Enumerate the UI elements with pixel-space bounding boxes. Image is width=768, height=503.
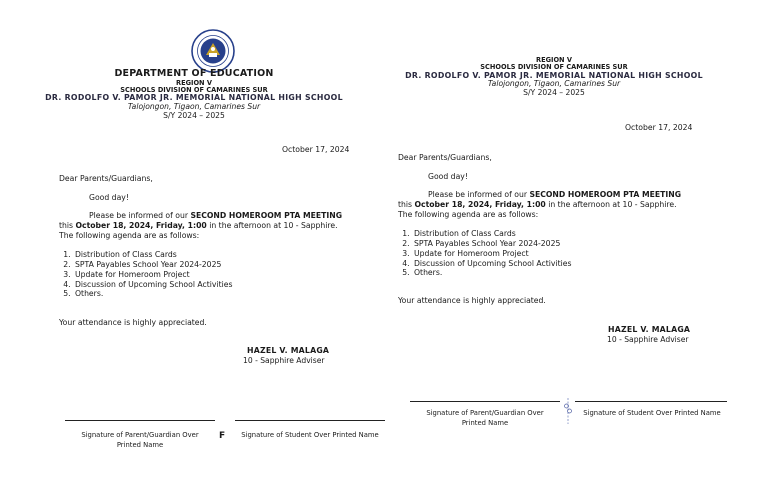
parent-signature-caption (410, 408, 560, 428)
body-line-2 (398, 200, 677, 209)
school-year: S/Y 2024 – 2025 (163, 110, 225, 120)
meeting-when: October 18, 2024, Friday, 1:00 (414, 200, 546, 209)
parent-signature-line (65, 420, 215, 421)
body-intro: Please be informed of our (428, 190, 530, 199)
body-line-1 (428, 190, 681, 199)
student-signature-line (575, 401, 727, 402)
agenda-intro: The following agenda are as follows: (59, 231, 200, 240)
body-this: this (398, 200, 415, 209)
department-name: DEPARTMENT OF EDUCATION (114, 68, 274, 79)
salutation: Dear Parents/Guardians, (59, 174, 153, 183)
division-name: SCHOOLS DIVISION OF CAMARINES SUR (120, 86, 268, 94)
agenda-item: 4. Discussion of Upcoming School Activities (412, 259, 571, 269)
agenda-item: 5. Others. (412, 268, 571, 278)
body-this: this (59, 221, 76, 230)
letter-copy-right (384, 0, 768, 503)
region-name: REGION V (536, 56, 572, 64)
agenda-item: 2. SPTA Payables School Year 2024-2025 (73, 260, 232, 270)
agenda-intro: The following agenda are as follows: (398, 210, 539, 219)
agenda-item: 3. Update for Homeroom Project (73, 270, 232, 280)
salutation: Dear Parents/Guardians, (398, 153, 492, 162)
division-name: SCHOOLS DIVISION OF CAMARINES SUR (480, 63, 628, 72)
student-signature-line (235, 420, 385, 421)
signatory-name: HAZEL V. MALAGA (608, 325, 691, 334)
parent-signature-line (410, 401, 560, 402)
letter-date: October 17, 2024 (625, 123, 693, 132)
body-line-2 (59, 221, 338, 230)
agenda-item: 4. Discussion of Upcoming School Activities (73, 280, 232, 290)
scissors-divider-icon (563, 396, 573, 426)
meeting-name: SECOND HOMEROOM PTA MEETING (190, 211, 343, 220)
parent-caption-line1: Signature of Parent/Guardian Over (426, 409, 544, 417)
agenda-list (45, 250, 232, 299)
deped-seal-icon (191, 29, 235, 73)
signatory-name: HAZEL V. MALAGA (247, 346, 330, 355)
body-line-1 (89, 211, 342, 220)
parent-caption-line1: Signature of Parent/Guardian Over (81, 431, 199, 439)
school-address: Talojongon, Tigaon, Camarines Sur (487, 79, 621, 89)
body-place: in the afternoon at 10 - Sapphire. (545, 200, 677, 209)
school-year: S/Y 2024 – 2025 (523, 87, 585, 97)
letterhead (384, 57, 724, 97)
closing-line: Your attendance is highly appreciated. (59, 318, 207, 327)
agenda-item: 2. SPTA Payables School Year 2024-2025 (412, 239, 571, 249)
agenda-item: 5. Others. (73, 289, 232, 299)
letterhead (24, 69, 364, 120)
body-place: in the afternoon at 10 - Sapphire. (206, 221, 338, 230)
meeting-when: October 18, 2024, Friday, 1:00 (75, 221, 207, 230)
signatory-role: 10 - Sapphire Adviser (607, 335, 689, 344)
signatory-role: 10 - Sapphire Adviser (243, 356, 325, 365)
divider-glyph: F (219, 431, 226, 441)
agenda-list (384, 229, 571, 278)
school-address: Talojongon, Tigaon, Camarines Sur (127, 102, 261, 112)
greeting: Good day! (428, 172, 468, 181)
student-signature-caption: Signature of Student Over Printed Name (583, 409, 721, 417)
parent-caption-line2: Printed Name (461, 419, 509, 428)
student-signature-caption: Signature of Student Over Printed Name (241, 431, 379, 439)
agenda-item: 1. Distribution of Class Cards (412, 229, 571, 239)
school-name: DR. RODOLFO V. PAMOR JR. MEMORIAL NATIONAL HIGH SCHOOL (45, 93, 343, 103)
body-intro: Please be informed of our (89, 211, 191, 220)
region-name: REGION V (176, 78, 212, 87)
parent-signature-caption (65, 430, 215, 450)
greeting: Good day! (89, 193, 129, 202)
meeting-name: SECOND HOMEROOM PTA MEETING (529, 190, 682, 199)
agenda-item: 1. Distribution of Class Cards (73, 250, 232, 260)
agenda-item: 3. Update for Homeroom Project (412, 249, 571, 259)
closing-line: Your attendance is highly appreciated. (398, 296, 546, 305)
school-name: DR. RODOLFO V. PAMOR JR. MEMORIAL NATIONAL HIGH SCHOOL (405, 70, 703, 80)
parent-caption-line2: Printed Name (116, 441, 164, 450)
letter-date: October 17, 2024 (282, 145, 350, 154)
